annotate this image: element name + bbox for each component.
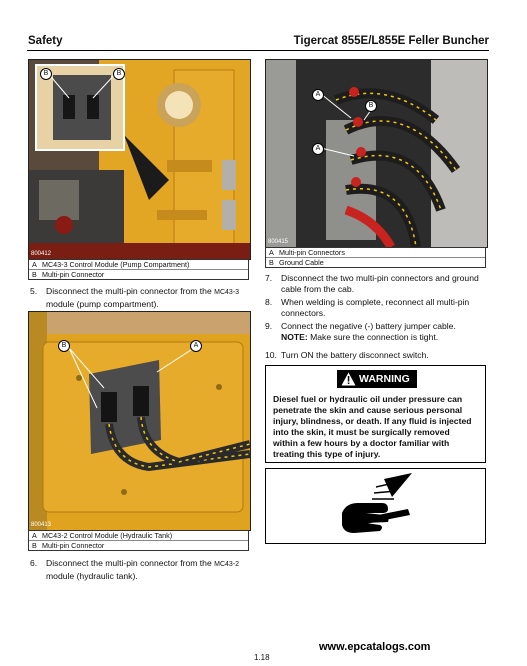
photo-hydraulic-tank <box>28 311 251 531</box>
warning-banner: WARNING <box>337 370 417 388</box>
step-9: 9. Connect the negative (-) battery jumper cable. NOTE: Make sure the connection is tight. <box>265 321 456 342</box>
callout-b-right: B <box>113 68 125 80</box>
callout-a-upper: A <box>312 89 324 101</box>
step-5: 5. Disconnect the multi-pin connector from the MC43-3 module (pump compartment). <box>30 286 240 309</box>
legend-row: A Multi-pin Connectors <box>269 248 345 257</box>
warning-box <box>265 365 486 463</box>
header-rule <box>27 50 489 51</box>
pictogram-box <box>265 468 486 544</box>
callout-b: B <box>58 340 70 352</box>
note-label: NOTE: <box>281 331 308 342</box>
figure-id: 800412 <box>31 251 52 257</box>
legend-fig1 <box>28 259 249 280</box>
legend-row: A MC43-3 Control Module (Pump Compartment) <box>32 260 190 269</box>
figure-id: 800415 <box>268 239 289 245</box>
legend-row: B Multi-pin Connector <box>29 540 248 550</box>
step-7: 7. Disconnect the two multi-pin connectors and ground cable from the cab. <box>265 273 479 294</box>
photo-cab-connectors <box>265 59 488 248</box>
document-title: Tigercat 855E/L855E Feller Buncher <box>293 35 489 47</box>
step-8: 8. When welding is complete, reconnect all multi-pin connectors. <box>265 297 470 318</box>
callout-b-left: B <box>40 68 52 80</box>
callout-a: A <box>190 340 202 352</box>
legend-row: B Ground Cable <box>266 257 485 267</box>
warning-triangle-icon <box>341 372 356 392</box>
high-pressure-fluid-injection-hand-icon <box>336 473 416 542</box>
watermark: www.epcatalogs.com <box>319 641 431 653</box>
section-title: Safety <box>28 35 63 47</box>
legend-row: A MC43-2 Control Module (Hydraulic Tank) <box>32 531 173 540</box>
photo-pump-compartment <box>28 59 251 260</box>
step-6: 6. Disconnect the multi-pin connector from the MC43-2 module (hydraulic tank). <box>30 558 240 581</box>
callout-b: B <box>365 100 377 112</box>
legend-row: B Multi-pin Connector <box>29 269 248 279</box>
page-number: 1.18 <box>254 653 270 662</box>
figure-id: 800413 <box>31 522 52 528</box>
warning-text: Diesel fuel or hydraulic oil under pressure can penetrate the skin and cause serious personal injury, blindness, or death. If any fluid is injected into the skin, it must be surgically removed within a few hours by a doctor familiar with treating this type of injury. <box>273 394 472 459</box>
step-10: 10. Turn ON the battery disconnect switch. <box>265 350 429 360</box>
legend-fig3 <box>28 530 249 551</box>
callout-a-lower: A <box>312 143 324 155</box>
legend-fig2 <box>265 247 486 268</box>
